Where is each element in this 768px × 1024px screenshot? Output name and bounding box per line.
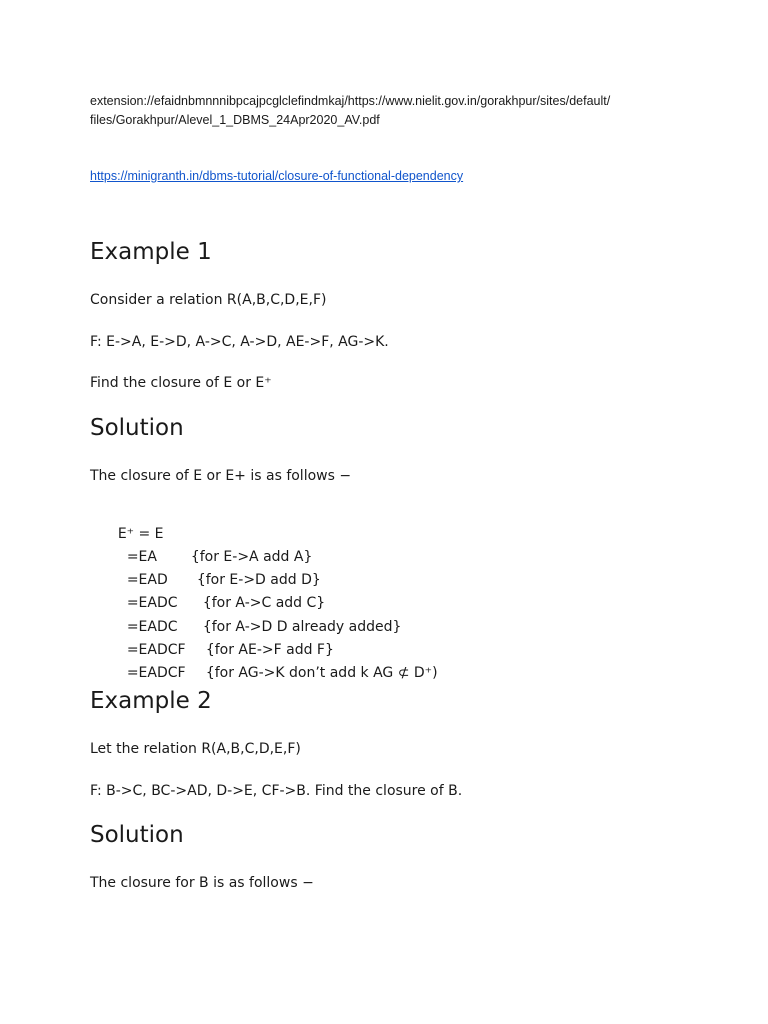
example-1-solution-heading: Solution — [90, 415, 184, 441]
step-expression: =EADCF — [126, 642, 186, 658]
example-2-solution-intro: The closure for B is as follows − — [90, 875, 314, 891]
example-2-heading: Example 2 — [90, 688, 212, 714]
step-expression: =EAD — [126, 572, 168, 588]
step-expression: =EA — [126, 549, 157, 565]
step-expression: E⁺ = E — [117, 526, 164, 542]
step-expression: =EADC — [126, 595, 178, 611]
example-1-question: Find the closure of E or E⁺ — [90, 375, 272, 391]
step-note: {for AE->F add F} — [205, 642, 334, 658]
step-note: {for E->A add A} — [190, 549, 313, 565]
source-path — [90, 92, 690, 130]
solution-step-7-note — [188, 649, 438, 697]
example-2-solution-heading: Solution — [90, 822, 184, 848]
example-1-fds: F: E->A, E->D, A->C, A->D, AE->F, AG->K. — [90, 334, 389, 350]
step-note: {for A->C add C} — [202, 595, 326, 611]
example-1-solution-intro: The closure of E or E+ is as follows − — [90, 468, 352, 484]
example-2-relation: Let the relation R(A,B,C,D,E,F) — [90, 741, 301, 757]
source-path-line-1: extension://efaidnbmnnnibpcajpcglclefindmkaj/https://www.nielit.gov.in/gorakhpur/sites/default/ — [90, 94, 611, 108]
step-note: {for E->D add D} — [196, 572, 321, 588]
step-note: {for AG->K don’t add k AG ⊄ D⁺) — [205, 665, 438, 681]
step-expression: =EADC — [126, 619, 178, 635]
step-expression: =EADCF — [126, 665, 186, 681]
example-1-heading: Example 1 — [90, 239, 212, 265]
source-path-line-2: files/Gorakhpur/Alevel_1_DBMS_24Apr2020_AV.pdf — [90, 113, 380, 127]
step-note: {for A->D D already added} — [202, 619, 402, 635]
example-1-relation: Consider a relation R(A,B,C,D,E,F) — [90, 292, 327, 308]
reference-link[interactable]: https://minigranth.in/dbms-tutorial/closure-of-functional-dependency — [90, 169, 464, 183]
example-2-fds-question: F: B->C, BC->AD, D->E, CF->B. Find the closure of B. — [90, 783, 463, 799]
